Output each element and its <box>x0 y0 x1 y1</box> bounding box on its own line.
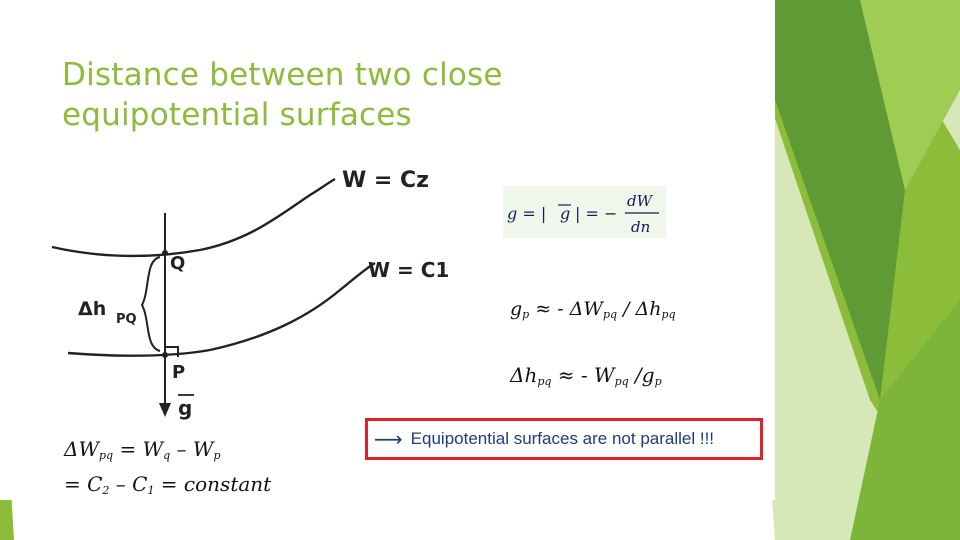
point-q-dot <box>162 250 168 256</box>
gdef-denominator: dn <box>631 218 651 236</box>
right-arrow-icon: ⟶ <box>374 427 403 451</box>
dw1-minus: – W <box>170 437 214 461</box>
dw2-minus: – C <box>109 472 148 496</box>
equipotential-diagram <box>50 165 460 425</box>
lower-surface-label: W = C1 <box>368 258 450 282</box>
dw2-end: = constant <box>154 472 272 496</box>
dw2-c2-sub: 2 <box>102 484 110 497</box>
upper-surface-label: W = Cz <box>342 168 429 193</box>
dw1-q-sub: q <box>163 449 171 462</box>
point-q-label: Q <box>170 253 186 274</box>
gdef-vec: g <box>560 204 571 223</box>
dw1-lhs: ΔW <box>64 437 99 461</box>
gap-subscript: PQ <box>116 312 137 327</box>
point-p-dot <box>162 352 168 358</box>
gravity-arrow-head <box>159 403 171 417</box>
dh-approx-formula <box>510 363 662 388</box>
lower-surface-curve <box>68 263 375 356</box>
gp-rest: ≈ - ΔW <box>529 298 603 320</box>
not-parallel-note <box>365 418 763 460</box>
dh-dh: Δh <box>510 363 538 387</box>
title-line-2: equipotential surfaces <box>62 97 412 133</box>
point-p-label: P <box>172 362 186 383</box>
dh-w-sub: pq <box>614 375 629 388</box>
dh-div: /g <box>628 363 655 387</box>
upper-surface-curve <box>52 179 335 256</box>
dw2-start: = C <box>64 472 103 496</box>
slide-title <box>62 55 582 135</box>
dw1-p-sub: p <box>213 449 221 462</box>
gp-approx-formula <box>510 298 676 321</box>
potential-difference-formula-line1 <box>64 437 221 462</box>
gravity-definition-box <box>503 186 666 238</box>
potential-difference-formula-line2 <box>64 472 271 497</box>
gp-g-sub: p <box>522 308 530 321</box>
dh-g-sub: p <box>654 375 662 388</box>
gap-brace <box>142 257 160 351</box>
gravity-label: g <box>178 396 193 420</box>
title-line-1: Distance between two close <box>62 57 503 93</box>
dw2-c1-sub: 1 <box>147 484 155 497</box>
gp-h-sub: pq <box>661 308 676 321</box>
note-text: Equipotential surfaces are not parallel !!! <box>410 429 715 448</box>
gp-div: / Δh <box>617 298 662 320</box>
gdef-numerator: dW <box>627 192 653 210</box>
gap-label: Δh <box>78 298 107 320</box>
dw1-lhs-sub: pq <box>99 449 114 462</box>
dw1-eq: = W <box>113 437 164 461</box>
gravity-definition-formula <box>503 186 666 238</box>
gdef-mid: | = − <box>575 204 618 223</box>
gdef-lhs: g = | <box>507 204 547 223</box>
gp-w-sub: pq <box>602 308 618 321</box>
dh-dh-sub: pq <box>537 375 552 388</box>
gp-g: g <box>510 298 523 320</box>
dh-rest: ≈ - W <box>551 363 615 387</box>
